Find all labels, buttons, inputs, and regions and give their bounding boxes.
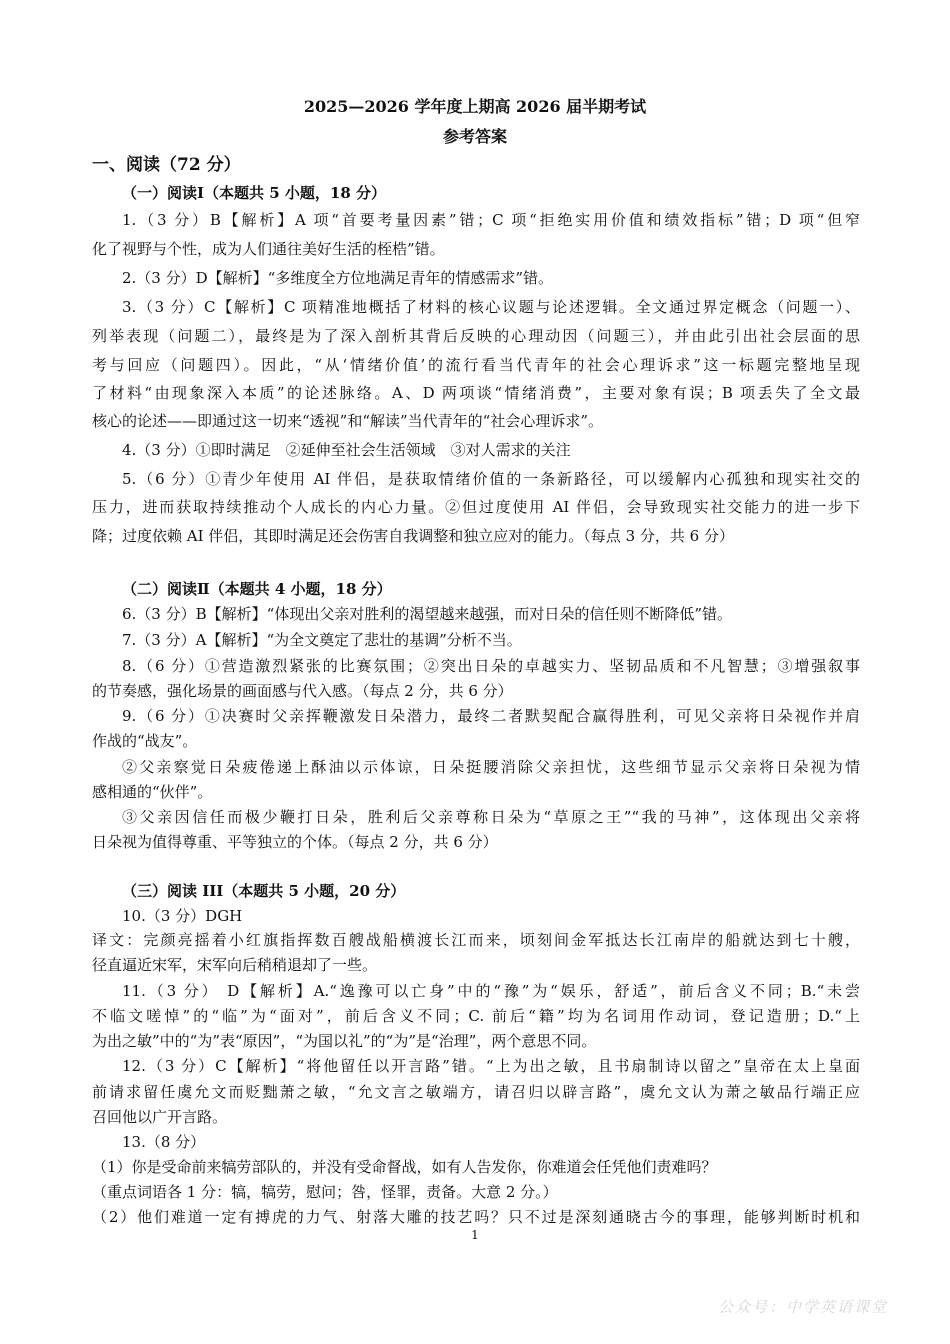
answer-line: 1.（3 分）B【解析】A 项“首要考量因素”错；C 项“拒绝实用价值和绩效指标”错；D 项“但窄 (122, 211, 860, 229)
answer-line: 感相通的“伙伴”。 (92, 783, 213, 801)
answer-line: 12.（3 分）C【解析】“将他留任以开言路”错。“上为出之敏，且书扇制诗以留之”皇帝在太上皇面 (122, 1057, 860, 1075)
answer-line: ②父亲察觉日朵疲倦递上酥油以示体谅，日朵挺腰消除父亲担忧，这些细节显示父亲将日朵视为情 (122, 758, 860, 776)
answer-line: 5.（6 分）①青少年使用 AI 伴侣，是获取情绪价值的一条新路径，可以缓解内心孤独和现实社交的 (122, 470, 860, 488)
answer-line: （1）你是受命前来犒劳部队的，并没有受命督战，如有人告发你，你难道会任凭他们责难吗？ (92, 1158, 717, 1176)
watermark: 公众号：中学英语课堂 (717, 1298, 888, 1316)
answer-line: 为出之敏”中的“为”表“原因”，“为国以礼”的“为”是“治理”，两个意思不同。 (92, 1032, 597, 1050)
answer-line: 降；过度依赖 AI 伴侣，其即时满足还会伤害自我调整和独立应对的能力。（每点 3 分，共 6 分） (92, 527, 734, 545)
answer-line: 3.（3 分）C【解析】C 项精准地概括了材料的核心议题与论述逻辑。全文通过界定概念（问题一）、 (122, 298, 860, 316)
answer-line: 9.（6 分）①决赛时父亲挥鞭激发日朵潜力，最终二者默契配合赢得胜利，可见父亲将日朵视作并肩 (122, 707, 860, 725)
answer-line: （2）他们难道一定有搏虎的力气、射落大雕的技艺吗？只不过是深刻通晓古今的事理，能够判断时机和 (92, 1208, 860, 1226)
answer-line: 不临文嗟悼”的“临”为“面对”，前后含义不同；C. 前后“籍”均为名词用作动词，登记造册；D.“上 (92, 1007, 860, 1025)
answer-line: 13.（8 分） (122, 1133, 206, 1151)
answer-line: 作战的“战友”。 (92, 732, 198, 750)
part3-heading: （三）阅读 III（本题共 5 小题，20 分） (122, 882, 406, 900)
part1-heading: （一）阅读Ⅰ（本题共 5 小题，18 分） (122, 184, 386, 202)
answer-line: 7.（3 分）A【解析】“为全文奠定了悲壮的基调”分析不当。 (122, 631, 522, 649)
answer-line: 2.（3 分）D【解析】“多维度全方位地满足青年的情感需求”错。 (122, 269, 553, 287)
answer-line: 压力，进而获取持续推动个人成长的内心力量。②但过度使用 AI 伴侣，会导致现实社交能力的进一步下 (92, 498, 860, 516)
answer-line: 考与回应（问题四）。因此，“从‘情绪价值’的流行看当代青年的社会心理诉求”这一标题完整地呈现 (92, 356, 860, 374)
answer-line: 召回他以广开言路。 (92, 1108, 228, 1126)
answer-line: 化了视野与个性，成为人们通往美好生活的桎梏”错。 (92, 240, 445, 258)
section-heading-reading: 一、阅读（72 分） (92, 155, 241, 175)
answer-line: 日朵视为值得尊重、平等独立的个体。（每点 2 分，共 6 分） (92, 833, 498, 851)
answer-line: 4.（3 分）①即时满足 ②延伸至社会生活领域 ③对人需求的关注 (122, 441, 571, 459)
answer-line: 前请求留任虞允文而贬黜萧之敏，“允文言之敏端方，请召归以辟言路”，虞允文认为萧之敏品行端正应 (92, 1083, 860, 1101)
part2-heading: （二）阅读Ⅱ（本题共 4 小题，18 分） (122, 580, 392, 598)
page-number: 1 (471, 1228, 479, 1242)
answer-line: （重点词语各 1 分：犒，犒劳，慰问；咎，怪罪，责备。大意 2 分。） (92, 1183, 558, 1201)
answer-line: 11.（3 分） D【解析】A.“逸豫可以亡身”中的“豫”为“娱乐，舒适”，前后含义不同；B.“未尝 (122, 982, 860, 1000)
answer-line: 8.（6 分）①营造激烈紧张的比赛氛围；②突出日朵的卓越实力、坚韧品质和不凡智慧；③增强叙事 (122, 657, 860, 675)
answer-line: ③父亲因信任而极少鞭打日朵，胜利后父亲尊称日朵为“草原之王”“我的马神”，这体现出父亲将 (122, 808, 860, 826)
answer-line: 径直逼近宋军，宋军向后稍稍退却了一些。 (92, 956, 378, 974)
answer-line: 核心的论述——即通过这一切来“透视”和“解读”当代青年的“社会心理诉求”。 (92, 412, 604, 430)
answer-line: 译文：完颜亮摇着小红旗指挥数百艘战船横渡长江而来，顷刻间金军抵达长江南岸的船就达到七十艘， (92, 931, 860, 949)
answer-line: 了材料“由现象深入本质”的论述脉络。A、D 两项谈“情绪消费”，主要对象有误；B 项丢失了全文最 (92, 384, 860, 402)
page-subtitle: 参考答案 (442, 127, 507, 146)
answer-line: 的节奏感，强化场景的画面感与代入感。（每点 2 分，共 6 分） (92, 682, 513, 700)
page-title: 2025—2026 学年度上期高 2026 届半期考试 (303, 97, 647, 116)
answer-line: 10.（3 分）DGH (122, 907, 243, 925)
answer-line: 列举表现（问题二），最终是为了深入剖析其背后反映的心理动因（问题三），并由此引出社会层面的思 (92, 327, 860, 345)
answer-line: 6.（3 分）B【解析】“体现出父亲对胜利的渴望越来越强，而对日朵的信任则不断降低”错。 (122, 605, 732, 623)
